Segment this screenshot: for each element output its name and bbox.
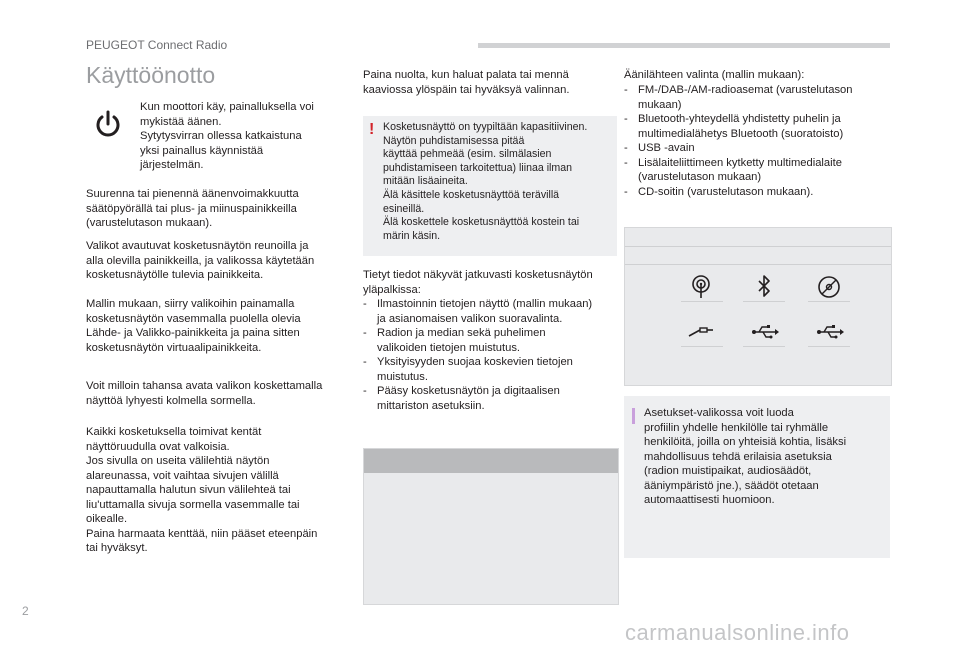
text-line: henkilöitä, joilla on yhteisiä kohtia, lisäksi [644,436,847,448]
text-line: oikealle. [86,513,128,525]
power-description [140,100,314,173]
text-line: märin käsin. [383,229,441,242]
text-line: mahdollisuus tehdä erilaisia asetuksia [644,450,832,463]
list-item [363,297,617,326]
list-dash: - [363,298,367,310]
text-line: Lisälaiteliittimeen kytketty multimedialaite [638,156,842,169]
arrow-paragraph [363,68,569,97]
list-item [624,156,890,185]
list-item [363,355,617,384]
text-line: Bluetooth-yhteydellä yhdistetty puhelin ja [638,113,841,125]
text-line: yläpalkissa: [363,283,421,296]
list-dash: - [624,156,628,169]
text-line: kaaviossa ylöspäin tai hyväksyä valinnan. [363,83,570,96]
text-line: säätöpyörällä tai plus- ja miinuspainikkeilla [86,202,297,215]
text-line: Älä koskettele kosketusnäyttöä kostein tai [383,216,580,229]
model-paragraph [86,297,301,355]
volume-paragraph [86,187,299,231]
text-line: alla olevilla painikkeilla, ja valikossa käytetään [86,254,315,267]
info-box [624,396,890,558]
text-line: muistutus. [377,370,428,383]
touch-fields-paragraph [86,425,317,556]
touchscreen-illustration [363,448,619,605]
list-item [624,83,890,112]
list-item [624,112,890,141]
text-line: profiilin yhdelle henkilölle tai ryhmälle [644,421,829,434]
icon-underline [681,301,723,302]
text-line: ja asianomaisen valikon suoravalinta. [377,312,563,325]
text-line: käyttää pehmeää (esim. silmälasien [383,148,552,161]
status-bar-illustration [364,449,618,473]
icon-underline [808,301,850,302]
warning-icon: ! [369,121,375,138]
list-item [363,384,617,413]
text-line: mitään lisäaineita. [383,175,468,188]
status-bar-paragraph [363,268,593,297]
list-dash: - [363,385,367,397]
header-bar [478,43,890,48]
text-line: Paina nuolta, kun haluat palata tai mennä [363,69,569,81]
text-line: multimedialähetys Bluetooth (suoratoisto) [638,127,844,140]
text-line: kosketusnäytön vasemmalla puolella olevia [86,312,301,325]
text-line: Jos sivulla on useita välilehtiä näytön [86,455,270,467]
list-item [363,326,617,355]
text-line: Voit milloin tahansa avata valikon koskettamalla [86,380,323,392]
text-line: alareunassa, voit vaihtaa sivujen välillä [86,469,279,482]
text-line: liu'uttamalla sivuja sormella vasemmalle tai [86,498,300,511]
text-line: näyttöä lyhyesti kolmella sormella. [86,394,256,407]
list-item [624,141,890,156]
power-icon [92,108,124,140]
text-line: CD-soitin (varustelutason mukaan). [638,185,814,198]
text-line: Asetukset-valikossa voit luoda [644,407,794,419]
text-line: Kosketusnäyttö on tyypiltään kapasitiivinen. [383,121,588,133]
text-line: Yksityisyyden suojaa koskevien tietojen [377,356,573,368]
watermark: carmanualsonline.info [625,620,850,645]
list-dash: - [624,113,628,125]
text-line: Suurenna tai pienennä äänenvoimakkuutta [86,188,299,200]
text-line: yksi painallus käynnistää [140,144,264,157]
text-line: Paina harmaata kenttää, niin pääset eteenpäin [86,527,318,540]
text-line: Valikot avautuvat kosketusnäytön reunoilla ja [86,240,309,252]
list-dash: - [624,142,628,154]
icon-underline [743,346,785,347]
list-dash: - [624,185,628,198]
source-intro: Äänilähteen valinta (mallin mukaan): [624,69,805,81]
divider [625,264,891,265]
text-line: Älä käsittele kosketusnäyttöä terävillä [383,188,560,201]
text-line: Ilmastoinnin tietojen näyttö (mallin mukaan) [377,298,593,310]
text-line: esineillä. [383,202,425,215]
text-line: mukaan) [638,98,682,111]
text-line: Näytön puhdistamisessa pitää [383,134,525,147]
text-line: FM-/DAB-/AM-radioasemat (varustelutason [638,84,853,96]
usb-icon[interactable] [749,317,779,347]
icon-underline [808,346,850,347]
text-line: Tietyt tiedot näkyvät jatkuvasti kosketusnäytön [363,269,593,281]
text-line: Sytytysvirran ollessa katkaistuna [140,130,302,142]
cd-icon[interactable] [814,272,844,302]
source-screen-illustration [624,227,892,386]
status-bar-list [363,297,617,413]
source-list [624,83,890,199]
aux-jack-icon[interactable] [686,317,716,347]
radio-source-icon[interactable] [686,272,716,302]
text-line: Mallin mukaan, siirry valikoihin painamalla [86,298,295,310]
text-line: tai hyväksyt. [86,542,148,554]
text-line: (varustelutason mukaan) [638,171,762,183]
text-line: järjestelmän. [140,159,204,171]
list-dash: - [363,356,367,368]
info-text [644,406,846,508]
bluetooth-icon[interactable] [749,272,779,302]
icon-underline [681,346,723,347]
text-line: USB -avain [638,142,695,154]
warning-box [363,116,617,256]
info-icon [632,408,635,424]
list-dash: - [363,327,367,339]
text-line: Kaikki kosketuksella toimivat kentät [86,426,262,438]
three-finger-paragraph [86,379,322,408]
text-line: valikoiden tietojen muistutus. [377,341,521,354]
menus-paragraph [86,239,314,283]
text-line: napauttamalla halutun sivun välilehteä tai [86,484,291,496]
text-line: Lähde- ja Valikko-painikkeita ja paina sitten [86,327,300,339]
text-line: (radion muistipaikat, audiosäädöt, [644,465,812,477]
text-line: ääniympäristö jne.), säädöt otetaan [644,479,819,492]
text-line: automaattisesti huomioon. [644,494,775,506]
text-line: Radion ja median sekä puhelimen [377,327,546,339]
text-line: puhdistamiseen tarkoitettua) liinaa ilman [383,161,573,174]
divider [625,246,891,247]
text-line: Pääsy kosketusnäytön ja digitaalisen [377,385,560,397]
text-line: mykistää äänen. [140,115,222,128]
text-line: kosketusnäytön virtuaalipainikkeita. [86,341,262,354]
text-line: kosketusnäytölle tulevia painikkeita. [86,269,264,281]
page-number: 2 [22,604,29,618]
text-line: mittariston asetuksiin. [377,399,485,412]
list-dash: - [624,84,628,96]
warning-text [383,121,587,243]
list-item [624,185,890,200]
page-title: Käyttöönotto [86,62,216,88]
header-label: PEUGEOT Connect Radio [86,38,228,52]
text-line: näyttöruudulla ovat valkoisia. [86,440,230,453]
usb-icon[interactable] [814,317,844,347]
text-line: (varustelutason mukaan). [86,217,213,229]
icon-underline [743,301,785,302]
text-line: Kun moottori käy, painalluksella voi [140,101,314,113]
